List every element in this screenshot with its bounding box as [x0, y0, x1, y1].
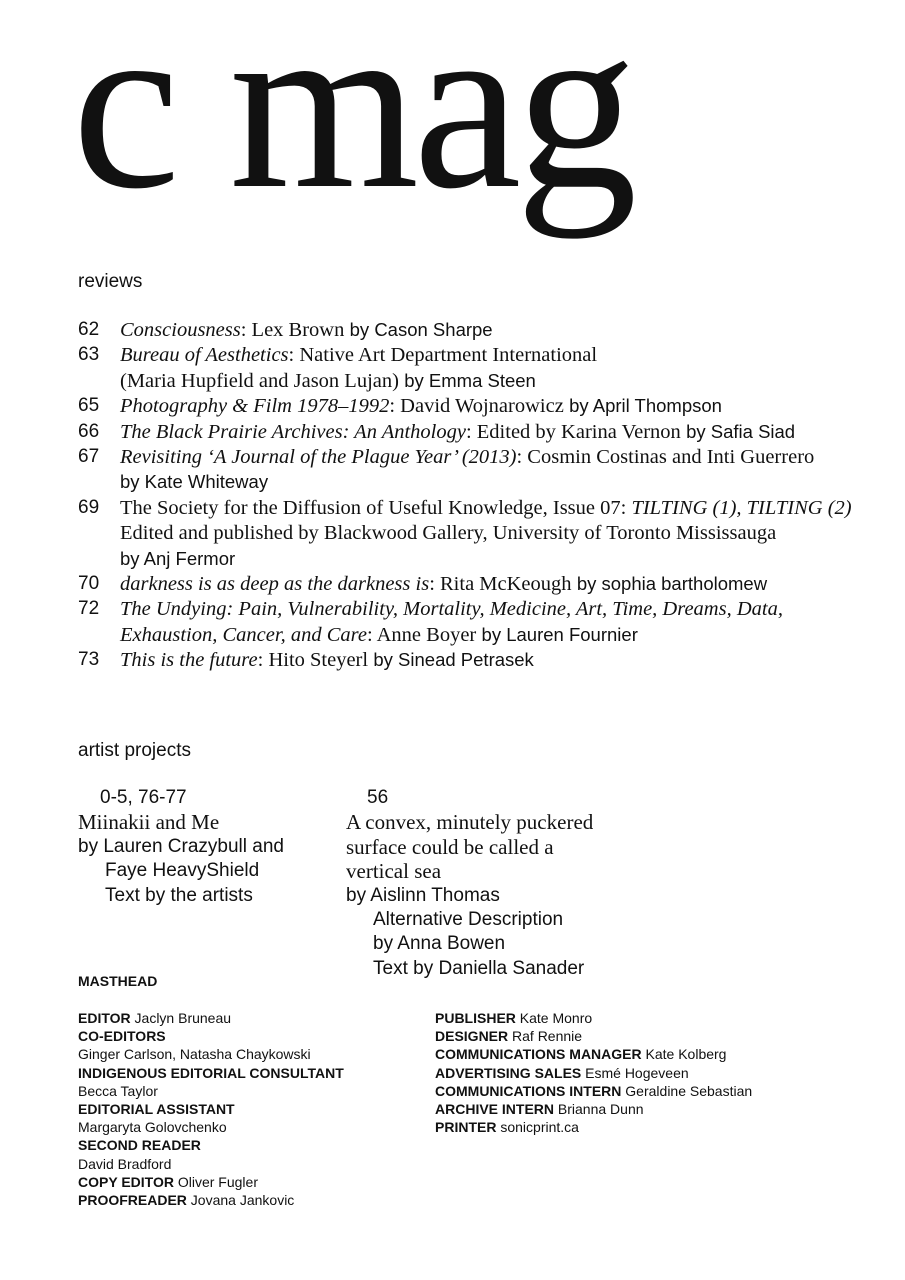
review-page: 62 [78, 319, 100, 340]
project-text-by: Text by the artists [105, 884, 253, 906]
masthead-line [78, 1045, 418, 1063]
project-text-by: Text by Daniella Sanader [373, 957, 585, 979]
review-page: 66 [78, 420, 100, 442]
review-subject: : Edited by Karina Vernon [465, 420, 681, 443]
masthead-line [78, 1118, 418, 1136]
review-byline: by April Thompson [569, 395, 722, 417]
masthead-role: EDITORIAL ASSISTANT [78, 1101, 235, 1118]
masthead-line [78, 1082, 418, 1100]
artist-project-right [346, 786, 646, 981]
review-title-prefix: The Society for the Diffusion of Useful Knowledge, Issue 07: [120, 496, 632, 519]
review-byline: by Emma Steen [404, 369, 536, 391]
masthead-role: SECOND READER [78, 1137, 201, 1154]
masthead-line [435, 1100, 875, 1118]
masthead-role: ADVERTISING SALES [435, 1064, 582, 1081]
review-title: Bureau of Aesthetics [120, 344, 289, 367]
review-item [78, 343, 878, 394]
review-item [78, 394, 878, 419]
review-subject: : Anne Boyer [366, 623, 477, 646]
masthead-name: Jovana Jankovic [190, 1192, 295, 1209]
project-alt-by: by Anna Bowen [373, 933, 506, 955]
review-subject-cont: (Maria Hupfield and Jason Lujan) [120, 369, 399, 392]
review-item [78, 496, 878, 572]
review-title: This is the future [120, 649, 258, 672]
review-title: The Black Prairie Archives: An Anthology [120, 420, 466, 443]
review-title: TILTING (1), TILTING (2) [631, 496, 852, 519]
masthead-line [435, 1118, 875, 1136]
review-item [78, 648, 878, 673]
project-alt-description: Alternative Description [373, 909, 564, 931]
masthead-line [435, 1027, 875, 1045]
masthead-name: Brianna Dunn [557, 1101, 644, 1118]
review-subject: : Native Art Department International [288, 344, 598, 367]
masthead-line [435, 1064, 875, 1082]
masthead-name: Geraldine Sebastian [625, 1082, 753, 1099]
masthead-name: Oliver Fugler [177, 1173, 258, 1190]
review-page: 70 [78, 573, 100, 595]
review-page: 67 [78, 446, 100, 468]
project-byline: by Aislinn Thomas [346, 884, 500, 906]
reviews-list [78, 318, 878, 674]
review-item [78, 420, 878, 445]
masthead-role: CO-EDITORS [78, 1028, 166, 1045]
masthead-role: EDITOR [78, 1010, 131, 1026]
magazine-logo: c mag [72, 0, 632, 239]
review-item [78, 572, 878, 597]
masthead-line [78, 1155, 418, 1173]
masthead-name: Becca Taylor [78, 1082, 158, 1099]
project-title: Miinakii and Me [78, 810, 220, 835]
review-subject: : Hito Steyerl [257, 649, 369, 672]
masthead-name: sonicprint.ca [500, 1119, 579, 1136]
masthead-line [78, 1100, 418, 1118]
masthead-role: COMMUNICATIONS MANAGER [435, 1046, 642, 1063]
masthead-name: Jaclyn Bruneau [134, 1010, 232, 1026]
masthead-name: Kate Kolberg [645, 1046, 727, 1063]
review-byline: by Lauren Fournier [481, 623, 638, 645]
review-title: The Undying: Pain, Vulnerability, Mortality, Medicine, Art, Time, Dreams, Data, [120, 598, 783, 621]
masthead-left-column [78, 1009, 418, 1209]
review-page: 65 [78, 395, 100, 417]
review-page: 69 [78, 496, 100, 518]
review-byline: by Kate Whiteway [120, 471, 269, 493]
masthead-role: INDIGENOUS EDITORIAL CONSULTANT [78, 1064, 344, 1081]
review-title-cont: Exhaustion, Cancer, and Care [120, 623, 367, 646]
masthead-heading: MASTHEAD [78, 973, 158, 989]
masthead-name: Esmé Hogeveen [585, 1064, 689, 1081]
reviews-heading: reviews [78, 271, 143, 292]
masthead-line [78, 1136, 418, 1154]
project-pages: 56 [367, 787, 389, 808]
project-title-cont: surface could be called a [346, 834, 554, 859]
masthead-role: PUBLISHER [435, 1010, 516, 1026]
masthead-line [78, 1191, 418, 1209]
masthead-line [435, 1082, 875, 1100]
masthead-role: COMMUNICATIONS INTERN [435, 1082, 622, 1099]
review-title: Photography & Film 1978–1992 [120, 395, 390, 418]
review-byline: by Sinead Petrasek [373, 649, 534, 671]
project-title-cont: vertical sea [346, 859, 442, 884]
masthead-line [78, 1027, 418, 1045]
artist-project-left [78, 786, 328, 908]
review-byline: by Anj Fermor [120, 547, 236, 569]
review-title: Revisiting ‘A Journal of the Plague Year’ (2013) [120, 446, 517, 469]
project-byline: by Lauren Crazybull and [78, 835, 284, 857]
masthead-line [435, 1045, 875, 1063]
masthead-role: ARCHIVE INTERN [435, 1101, 555, 1118]
review-byline: by Safia Siad [686, 420, 796, 442]
artist-projects-heading: artist projects [78, 740, 191, 761]
project-title: A convex, minutely puckered [346, 810, 594, 835]
masthead-line [78, 1064, 418, 1082]
masthead-line [435, 1009, 875, 1027]
masthead-right-column [435, 1009, 875, 1136]
review-subject: : David Wojnarowicz [389, 395, 564, 418]
review-byline: by Cason Sharpe [349, 319, 493, 340]
masthead-name: Margaryta Golovchenko [78, 1119, 227, 1136]
masthead-name: David Bradford [78, 1155, 172, 1172]
review-subject: Edited and published by Blackwood Gallery, University of Toronto Mississauga [120, 522, 777, 545]
review-page: 73 [78, 649, 100, 671]
masthead-name: Ginger Carlson, Natasha Chaykowski [78, 1046, 311, 1063]
masthead-role: DESIGNER [435, 1028, 509, 1045]
review-subject: : Rita McKeough [429, 573, 572, 596]
review-page: 72 [78, 598, 100, 620]
project-byline-cont: Faye HeavyShield [105, 860, 260, 882]
masthead-role: COPY EDITOR [78, 1173, 174, 1190]
review-item [78, 318, 878, 343]
project-pages: 0-5, 76-77 [100, 787, 187, 808]
review-subject: : Cosmin Costinas and Inti Guerrero [516, 446, 815, 469]
review-subject: : Lex Brown [240, 319, 345, 341]
review-title: darkness is as deep as the darkness is [120, 573, 430, 596]
masthead-line [78, 1009, 418, 1027]
review-page: 63 [78, 344, 100, 366]
review-title: Consciousness [120, 319, 241, 341]
masthead-role: PROOFREADER [78, 1192, 187, 1209]
masthead-line [78, 1173, 418, 1191]
review-item [78, 597, 878, 648]
masthead-name: Raf Rennie [512, 1028, 583, 1045]
review-byline: by sophia bartholomew [576, 573, 768, 595]
masthead-role: PRINTER [435, 1119, 497, 1136]
review-item [78, 445, 878, 496]
masthead-name: Kate Monro [519, 1010, 593, 1026]
